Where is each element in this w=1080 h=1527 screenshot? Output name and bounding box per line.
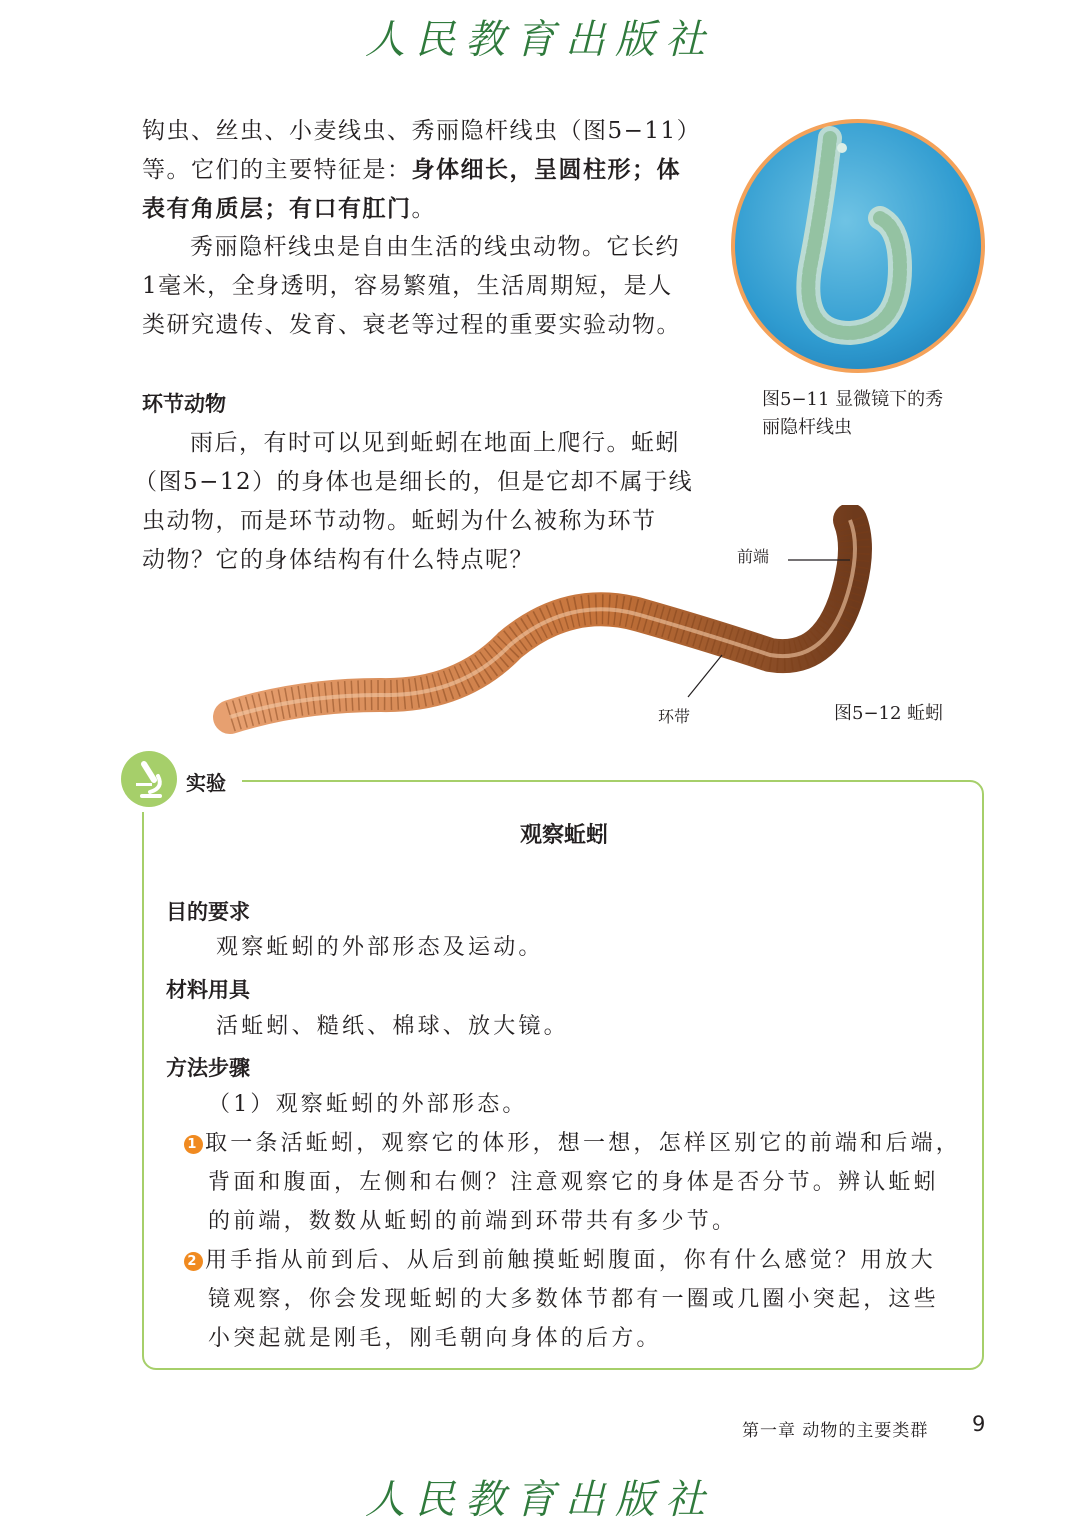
intro-line-3: 表有角质层；有口有肛门。: [142, 196, 436, 222]
celegans-line-2: 1毫米，全身透明，容易繁殖，生活周期短，是人: [142, 273, 673, 299]
celegans-line-1: 秀丽隐杆线虫是自由生活的线虫动物。它长约: [190, 234, 680, 260]
step-badge-2: 2: [184, 1252, 203, 1271]
label-clitellum: 环带: [658, 707, 691, 726]
microscope-icon: [120, 750, 178, 808]
celegans-line-3: 类研究遗传、发育、衰老等过程的重要实验动物。: [142, 312, 681, 338]
annelid-line-3: 虫动物，而是环节动物。蚯蚓为什么被称为环节: [142, 508, 657, 534]
intro-line-1: 钩虫、丝虫、小麦线虫、秀丽隐杆线虫（图5−11）: [142, 118, 702, 144]
page-number: 9: [972, 1412, 986, 1436]
chapter-footer: 第一章 动物的主要类群: [742, 1421, 929, 1441]
step-badge-1: 1: [184, 1135, 203, 1154]
key-features-bold-2: 表有角质层；有口有肛门: [142, 196, 412, 222]
materials-text: 活蚯蚓、糙纸、棉球、放大镜。: [216, 1014, 569, 1039]
step-1-title: （1）观察蚯蚓的外部形态。: [208, 1092, 528, 1117]
section-heading-annelids: 环节动物: [142, 392, 226, 416]
step-item-2: 2 用手指从前到后、从后到前触摸蚯蚓腹面，你有什么感觉？用放大 镜观察，你会发现蚯蚓的大多数体节都有一圈或几圈小突起，这些 小突起就是刚毛，刚毛朝向身体的后方。: [184, 1241, 974, 1358]
annelid-line-2: （图5−12）的身体也是细长的，但是它却不属于线: [134, 469, 694, 495]
earthworm-image: [210, 505, 910, 745]
experiment-tag: 实验: [186, 771, 226, 795]
annelid-line-1: 雨后，有时可以见到蚯蚓在地面上爬行。蚯蚓: [190, 430, 680, 456]
step-item-1: 1 取一条活蚯蚓，观察它的体形，想一想，怎样区别它的前端和后端， 背面和腹面，左侧和右侧？注意观察它的身体是否分节。辨认蚯蚓 的前端，数数从蚯蚓的前端到环带共有多少节。: [184, 1124, 974, 1241]
annelid-line-4: 动物？它的身体结构有什么特点呢？: [142, 547, 534, 573]
method-heading: 方法步骤: [166, 1056, 250, 1080]
purpose-text: 观察蚯蚓的外部形态及运动。: [216, 935, 544, 960]
purpose-heading: 目的要求: [166, 900, 250, 924]
intro-paragraph: [142, 112, 702, 229]
intro-line-2: 等。它们的主要特征是：身体细长，呈圆柱形；体: [142, 157, 681, 183]
figure-5-12-caption: 图5−12 蚯蚓: [834, 703, 944, 724]
materials-heading: 材料用具: [166, 978, 250, 1002]
figure-5-11-caption: 图5−11 显微镜下的秀 丽隐杆线虫: [762, 389, 944, 438]
publisher-watermark-bottom: 人民教育出版社: [365, 1477, 715, 1523]
publisher-watermark-top: 人民教育出版社: [365, 17, 715, 63]
celegans-paragraph: [142, 228, 702, 345]
label-front-end: 前端: [737, 547, 770, 566]
experiment-title: 观察蚯蚓: [519, 823, 608, 848]
microscope-nematode-image: [730, 118, 986, 374]
key-features-bold: 身体细长，呈圆柱形；体: [411, 157, 681, 183]
